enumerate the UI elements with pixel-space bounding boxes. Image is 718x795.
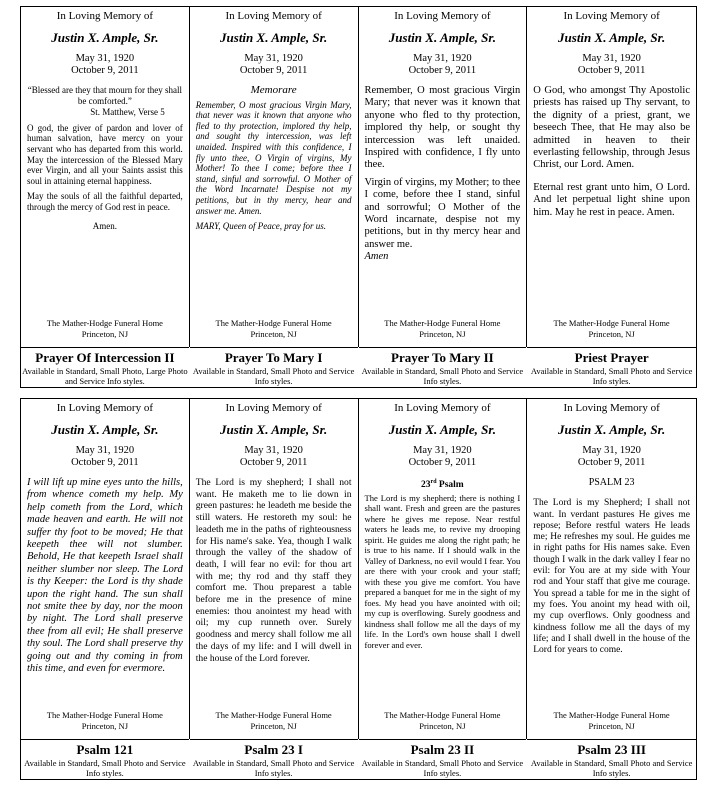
card-preview — [21, 7, 189, 342]
card-title[interactable]: Psalm 23 III — [577, 742, 646, 757]
deceased-name: Justin X. Ample, Sr. — [388, 30, 496, 45]
heading-word: Psalm — [438, 480, 464, 491]
prayer-text — [365, 477, 521, 655]
deceased-name: Justin X. Ample, Sr. — [558, 30, 666, 45]
card-preview — [190, 7, 358, 342]
prayer-heading — [365, 477, 521, 491]
card-availability: Available in Standard, Small Photo and Service Info styles. — [530, 758, 693, 778]
card-priest-prayer[interactable] — [527, 7, 696, 386]
card-preview — [190, 399, 358, 734]
dates — [190, 445, 358, 469]
prayer-paragraph: Eternal rest grant unto him, O Lord. And let perpetual light shine upon him. May he rest in peace. Amen. — [533, 181, 690, 218]
funeral-home-location: Princeton, NJ — [250, 329, 297, 339]
card-caption — [527, 347, 696, 388]
prayer-text — [533, 477, 690, 661]
dates — [359, 53, 527, 77]
memory-label: In Loving Memory of — [394, 10, 491, 22]
closing: Amen. — [92, 220, 117, 231]
birth-date: May 31, 1920 — [582, 445, 641, 456]
card-caption — [21, 347, 189, 388]
prayer-text — [533, 85, 690, 224]
funeral-home-name: The Mather-Hodge Funeral Home — [215, 318, 332, 328]
prayer-paragraph: Remember, O most gracious Virgin Mary, that never was it known that anyone who fled to thy protection, implored thy help, and sought thy intercession, was left unaided. Inspired with this confidence, I fly unto thee, O Virgin of virgins, My Mother! To thee I come; before thee I stand, sinful and sorrowful. O Mother of the Word Incarnate! Despise not my petitions, but in thy mercy, hear and answer me. Amen. — [195, 99, 352, 216]
scripture-quote: “Blessed are they that mourn for they shall be comforted.” — [27, 85, 182, 106]
prayer-text — [365, 85, 521, 269]
memory-label: In Loving Memory of — [56, 402, 153, 414]
death-date: October 9, 2011 — [239, 65, 308, 76]
prayer-paragraph: Virgin of virgins, my Mother; to thee I come, before thee I stand, sinful and sorrowful; O Mother of the Word incarnate, despise not my petitions, but in thy mercy hear and answer me. — [364, 176, 521, 250]
card-title[interactable]: Psalm 23 II — [410, 742, 475, 757]
prayer-paragraph: The Lord is my shepherd; I shall not want. He maketh me to lie down in green pastures: he leadeth me beside the still waters. He restoreth my soul: he leadeth me in the paths of righteousness for His name's sake. Yea, though I walk through the valley of the shadow of death, I will fear no evil: for thou art with me; thy rod and thy staff they comfort me. Thou preparest a table before me in the presence of mine enemies: thou anointest my head with oil; my cup runneth over. Surely goodness and mercy shall follow me all the days of my life: and I will dwell in the house of the Lord forever. — [195, 477, 352, 664]
card-prayer-to-mary-ii[interactable] — [359, 7, 528, 386]
funeral-home-info — [190, 318, 358, 340]
funeral-home-info — [527, 710, 696, 732]
card-preview — [21, 399, 189, 734]
card-psalm-23-ii[interactable] — [359, 399, 528, 778]
card-caption — [190, 739, 358, 780]
prayer-heading: Memorare — [250, 84, 297, 96]
card-title[interactable]: Prayer Of Intercession II — [35, 350, 175, 365]
prayer-paragraph: I will lift up mine eyes unto the hills, from whence cometh my help. My help cometh from the Lord, which made heaven and earth. He will not suffer thy foot to be moved; He that keepeth thee will not slumber. Behold, He that keepeth Israel shall neither slumber nor sleep. The Lord is thy Keeper: the Lord is thy shade upon the right hand. The sun shall not smite thee by day, nor the moon by night. The Lord shall preserve thee from all evil; He shall preserve thy soul. The Lord shall preserve thy going out and thy coming in from this time, and even for evermore. — [27, 477, 183, 675]
card-prayer-of-intercession-ii[interactable] — [21, 7, 190, 386]
birth-date: May 31, 1920 — [413, 445, 472, 456]
deceased-name: Justin X. Ample, Sr. — [220, 30, 328, 45]
prayer-text — [27, 477, 183, 681]
funeral-home-info — [527, 318, 696, 340]
funeral-home-name: The Mather-Hodge Funeral Home — [553, 318, 670, 328]
deceased-name: Justin X. Ample, Sr. — [51, 422, 159, 437]
death-date: October 9, 2011 — [71, 65, 139, 76]
card-title[interactable]: Prayer To Mary I — [224, 350, 323, 365]
card-caption — [190, 347, 358, 388]
card-availability: Available in Standard, Small Photo and Service Info styles. — [192, 758, 355, 778]
dates — [190, 53, 358, 77]
funeral-home-info — [21, 318, 189, 340]
dates — [527, 53, 696, 77]
death-date: October 9, 2011 — [577, 65, 646, 76]
deceased-name: Justin X. Ample, Sr. — [51, 30, 159, 45]
funeral-home-location: Princeton, NJ — [81, 721, 129, 731]
card-caption — [359, 347, 527, 388]
birth-date: May 31, 1920 — [75, 53, 135, 64]
funeral-home-name: The Mather-Hodge Funeral Home — [46, 710, 163, 720]
prayer-paragraph: May the souls of all the faithful departed, through the mercy of God rest in peace. — [27, 191, 183, 212]
death-date: October 9, 2011 — [408, 65, 477, 76]
funeral-home-info — [359, 710, 527, 732]
death-date: October 9, 2011 — [71, 457, 139, 468]
card-psalm-23-iii[interactable] — [527, 399, 696, 778]
birth-date: May 31, 1920 — [244, 53, 303, 64]
dates — [21, 445, 189, 469]
memory-label: In Loving Memory of — [225, 10, 322, 22]
prayer-paragraph: MARY, Queen of Peace, pray for us. — [195, 221, 326, 232]
prayer-text — [196, 477, 352, 669]
funeral-home-location: Princeton, NJ — [81, 329, 129, 339]
funeral-home-name: The Mather-Hodge Funeral Home — [46, 318, 163, 328]
memory-label: In Loving Memory of — [225, 402, 322, 414]
heading-ordinal: rd — [430, 479, 437, 485]
card-availability: Available in Standard, Small Photo, Large Photo and Service Info styles. — [22, 366, 188, 386]
card-caption — [359, 739, 527, 780]
deceased-name: Justin X. Ample, Sr. — [388, 422, 496, 437]
deceased-name: Justin X. Ample, Sr. — [220, 422, 328, 437]
memory-label: In Loving Memory of — [563, 402, 660, 414]
funeral-home-name: The Mather-Hodge Funeral Home — [384, 710, 501, 720]
dates — [21, 53, 189, 77]
card-preview — [527, 7, 696, 342]
memory-label: In Loving Memory of — [394, 402, 491, 414]
dates — [359, 445, 527, 469]
card-title[interactable]: Prayer To Mary II — [391, 350, 494, 365]
heading-number: 23 — [421, 480, 431, 491]
card-title[interactable]: Priest Prayer — [574, 350, 649, 365]
card-preview — [359, 7, 527, 342]
prayer-paragraph: O God, who amongst Thy Apostolic priests has raised up Thy servant, to the dignity of a priest, grant, we beseech Thee, that He may also be admitted in heaven to their everlasting fellowship, through Jesus Christ, our Lord. Amen. — [533, 85, 690, 171]
prayer-paragraph: The Lord is my shepherd; there is nothing I shall want. Fresh and green are the pastures where he gives me repose. Near restful waters he leads me, to revive my drooping spirit. He guides me along the right path; he is true to his name. If I should walk in the Valley of Darkness, no evil would I fear. You are there with your crook and your staff; with these you give me comfort. You have prepared a banquet for me in the sight of my foes. My head you have anointed with oil; my cup is overflowing. Surely goodness and kindness shall follow me all the days of my life. In the Lord's own house shall I dwell forever and ever. — [364, 492, 521, 650]
card-caption — [527, 739, 696, 780]
funeral-home-name: The Mather-Hodge Funeral Home — [384, 318, 501, 328]
birth-date: May 31, 1920 — [582, 53, 641, 64]
funeral-home-location: Princeton, NJ — [588, 721, 635, 731]
birth-date: May 31, 1920 — [413, 53, 472, 64]
birth-date: May 31, 1920 — [75, 445, 135, 456]
card-availability: Available in Standard, Small Photo and Service Info styles. — [24, 758, 186, 778]
catalog-row-1 — [20, 6, 697, 388]
card-title[interactable]: Psalm 23 I — [244, 742, 303, 757]
card-psalm-121[interactable] — [21, 399, 190, 778]
funeral-home-info — [190, 710, 358, 732]
death-date: October 9, 2011 — [408, 457, 477, 468]
funeral-home-location: Princeton, NJ — [419, 721, 466, 731]
funeral-home-location: Princeton, NJ — [588, 329, 635, 339]
card-title[interactable]: Psalm 121 — [76, 742, 134, 757]
funeral-home-info — [21, 710, 189, 732]
memory-label: In Loving Memory of — [563, 10, 660, 22]
card-prayer-to-mary-i[interactable] — [190, 7, 359, 386]
card-availability: Available in Standard, Small Photo and Service Info styles. — [192, 366, 355, 386]
memory-label: In Loving Memory of — [56, 10, 153, 22]
funeral-home-location: Princeton, NJ — [250, 721, 297, 731]
card-availability: Available in Standard, Small Photo and Service Info styles. — [530, 366, 693, 386]
catalog-row-2 — [20, 398, 697, 780]
quote-source: St. Matthew, Verse 5 — [90, 107, 165, 118]
funeral-home-location: Princeton, NJ — [419, 329, 466, 339]
dates — [527, 445, 696, 469]
funeral-home-info — [359, 318, 527, 340]
prayer-paragraph: The Lord is my Shepherd; I shall not want. In verdant pastures He gives me repose; Before restful waters He leads me; He refreshes my soul. He guides me in right paths for His names sake. Even though I walk in the dark valley I fear no evil: for You are at my side with Your rod and Your staff that give me courage. You spread a table for me in the sight of my foes. You anoint my head with oil, my cup overflows. Only goodness and kindness follow me all the days of my life; and I shall dwell in the house of the Lord for years to come. — [533, 498, 690, 656]
death-date: October 9, 2011 — [239, 457, 308, 468]
funeral-home-name: The Mather-Hodge Funeral Home — [553, 710, 670, 720]
closing: Amen — [364, 251, 389, 263]
card-availability: Available in Standard, Small Photo and Service Info styles. — [361, 758, 524, 778]
prayer-paragraph: Remember, O most gracious Virgin Mary; that never was it known that anyone who fled to thy protection, implored thy help, or sought thy intercession was left unaided. Inspired with confidence, I fly unto thee. — [364, 85, 521, 171]
card-availability: Available in Standard, Small Photo and Service Info styles. — [361, 366, 524, 386]
card-preview — [359, 399, 527, 734]
funeral-home-name: The Mather-Hodge Funeral Home — [215, 710, 332, 720]
birth-date: May 31, 1920 — [244, 445, 303, 456]
card-caption — [21, 739, 189, 780]
card-preview — [527, 399, 696, 734]
prayer-text — [27, 85, 183, 236]
prayer-paragraph: O god, the giver of pardon and lover of human salvation, have mercy on your servant who has departed from this world. May the intercession of the Blessed Mary ever Virgin, and all your Saints assist this soul in attaining eternal happiness. — [27, 122, 183, 186]
deceased-name: Justin X. Ample, Sr. — [558, 422, 666, 437]
death-date: October 9, 2011 — [577, 457, 646, 468]
prayer-text — [196, 85, 352, 237]
prayer-card-catalog — [20, 6, 697, 780]
card-psalm-23-i[interactable] — [190, 399, 359, 778]
prayer-heading: PSALM 23 — [588, 477, 635, 488]
